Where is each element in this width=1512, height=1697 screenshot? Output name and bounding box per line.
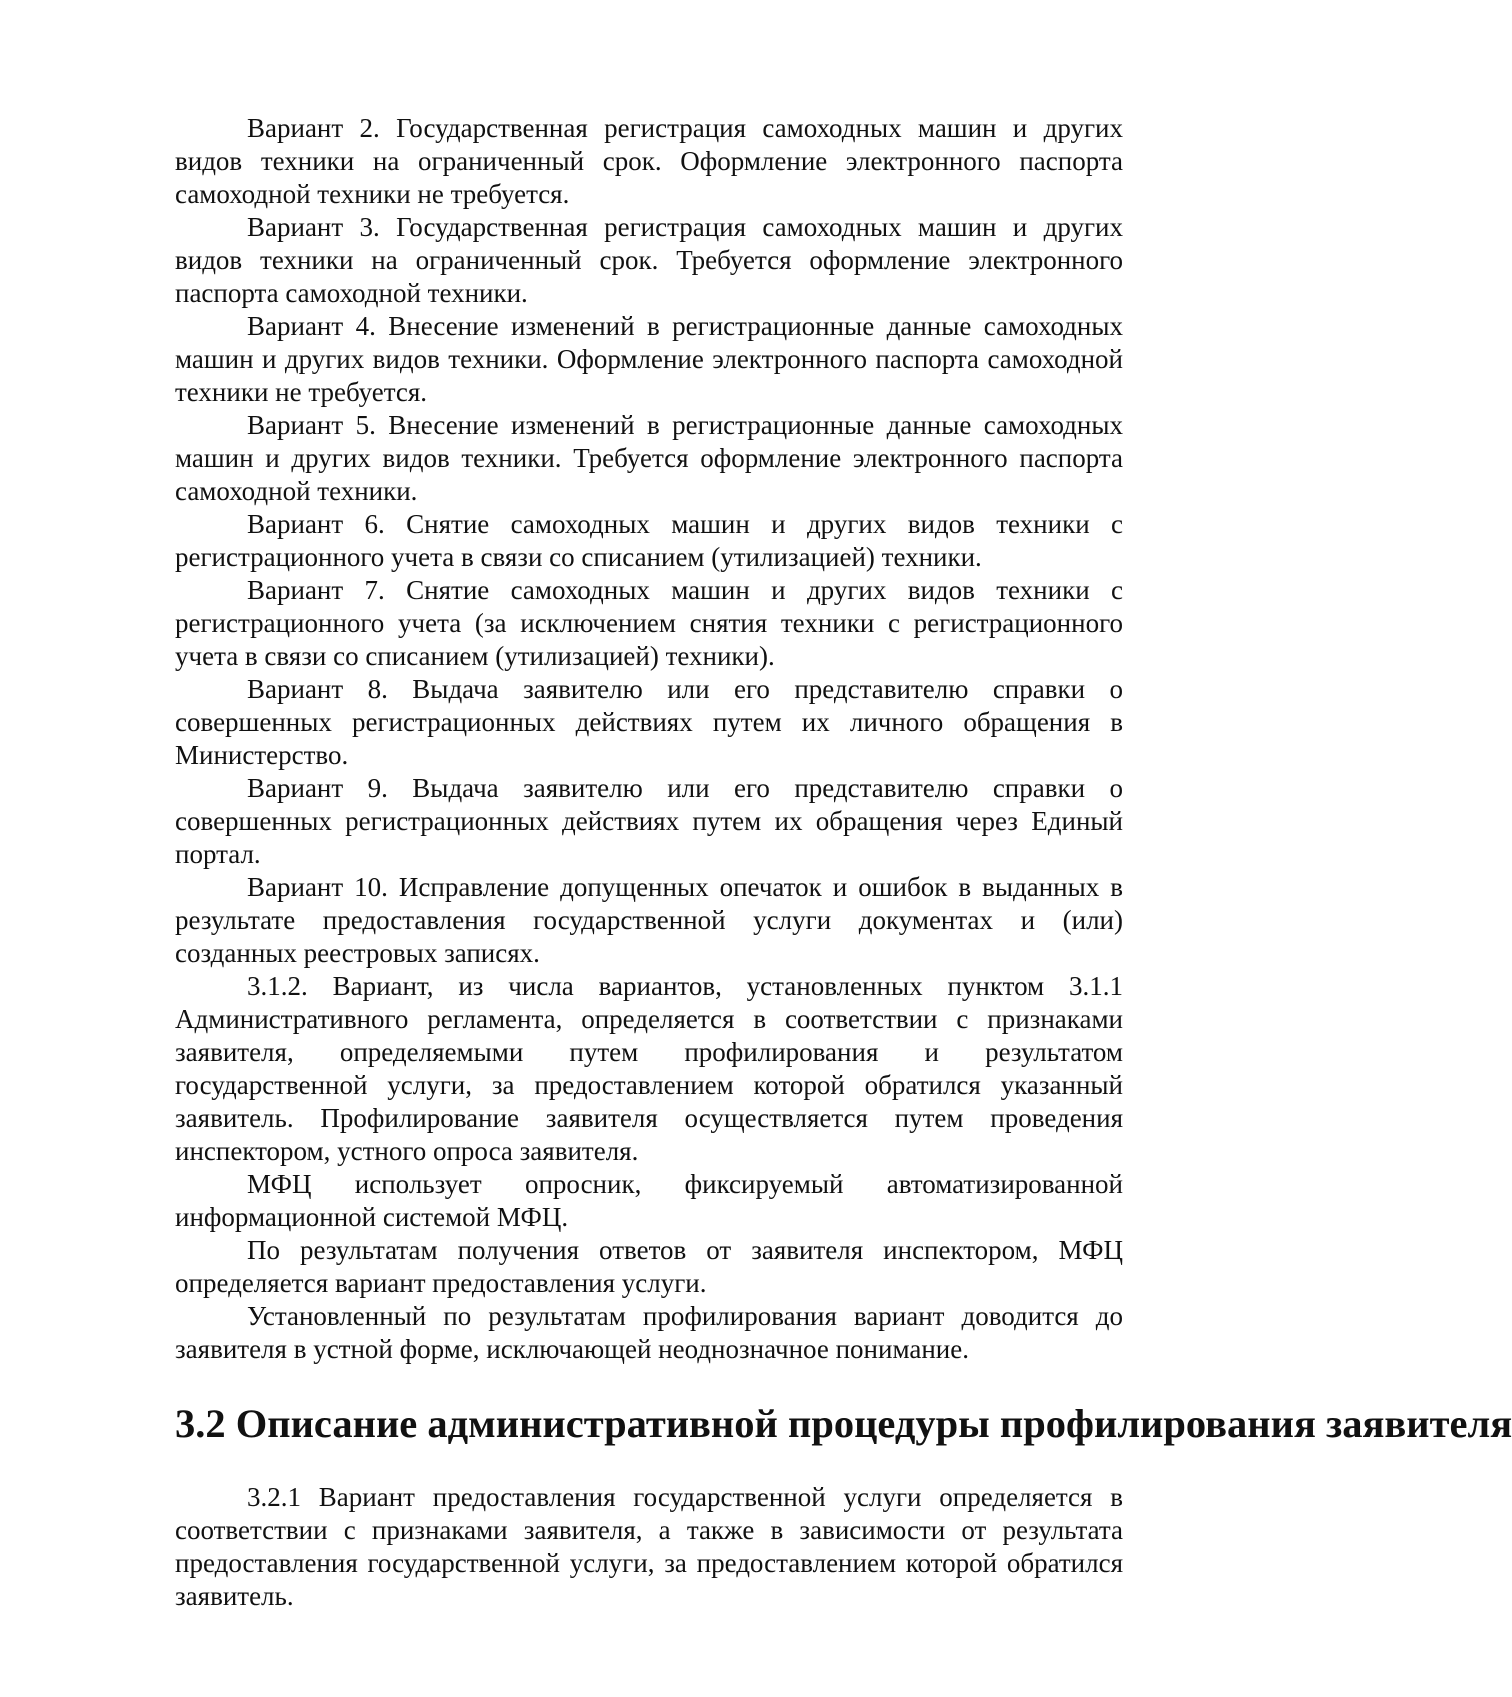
paragraph-mfc-questionnaire: МФЦ использует опросник, фиксируемый автоматизированной информационной системой МФЦ. [175,1169,1123,1232]
paragraph-variant-communication: Установленный по результатам профилирования вариант доводится до заявителя в устной форме, исключающей неоднозначное понимание. [175,1301,1123,1364]
paragraph-mfc-results: По результатам получения ответов от заявителя инспектором, МФЦ определяется вариант предоставления услуги. [175,1235,1123,1298]
paragraph-variant-6: Вариант 6. Снятие самоходных машин и других видов техники с регистрационного учета в связи со списанием (утилизацией) техники. [175,509,1123,572]
paragraph-3-2-1: 3.2.1 Вариант предоставления государственной услуги определяется в соответствии с признаками заявителя, а также в зависимости от результата предоставления государственной услуги, за предоставлением которой обратился заявитель. [175,1482,1123,1611]
paragraph-variant-9: Вариант 9. Выдача заявителю или его представителю справки о совершенных регистрационных действиях путем их обращения через Единый портал. [175,773,1123,869]
paragraph-variant-8: Вариант 8. Выдача заявителю или его представителю справки о совершенных регистрационных действиях путем их личного обращения в Министерство. [175,674,1123,770]
paragraph-3-1-2: 3.1.2. Вариант, из числа вариантов, установленных пунктом 3.1.1 Административного регламента, определяется в соответствии с признаками заявителя, определяемыми путем профилирования и результатом государственной услуги, за предоставлением которой обратился указанный заявитель. Профилирование заявителя осуществляется путем проведения инспектором, устного опроса заявителя. [175,971,1123,1166]
section-heading-3-2: 3.2 Описание административной процедуры профилирования заявителя [175,1401,1512,1446]
paragraph-variant-7: Вариант 7. Снятие самоходных машин и других видов техники с регистрационного учета (за исключением снятия техники с регистрационного учета в связи со списанием (утилизацией) техники). [175,575,1123,671]
paragraph-variant-4: Вариант 4. Внесение изменений в регистрационные данные самоходных машин и других видов техники. Оформление электронного паспорта самоходной техники не требуется. [175,311,1123,407]
document-page [175,112,1512,1613]
paragraph-variant-10: Вариант 10. Исправление допущенных опечаток и ошибок в выданных в результате предоставления государственной услуги документах и (или) созданных реестровых записях. [175,872,1123,968]
paragraph-variant-2: Вариант 2. Государственная регистрация самоходных машин и других видов техники на ограниченный срок. Оформление электронного паспорта самоходной техники не требуется. [175,113,1123,209]
paragraph-variant-5: Вариант 5. Внесение изменений в регистрационные данные самоходных машин и других видов техники. Требуется оформление электронного паспорта самоходной техники. [175,410,1123,506]
paragraph-variant-3: Вариант 3. Государственная регистрация самоходных машин и других видов техники на ограниченный срок. Требуется оформление электронного паспорта самоходной техники. [175,212,1123,308]
